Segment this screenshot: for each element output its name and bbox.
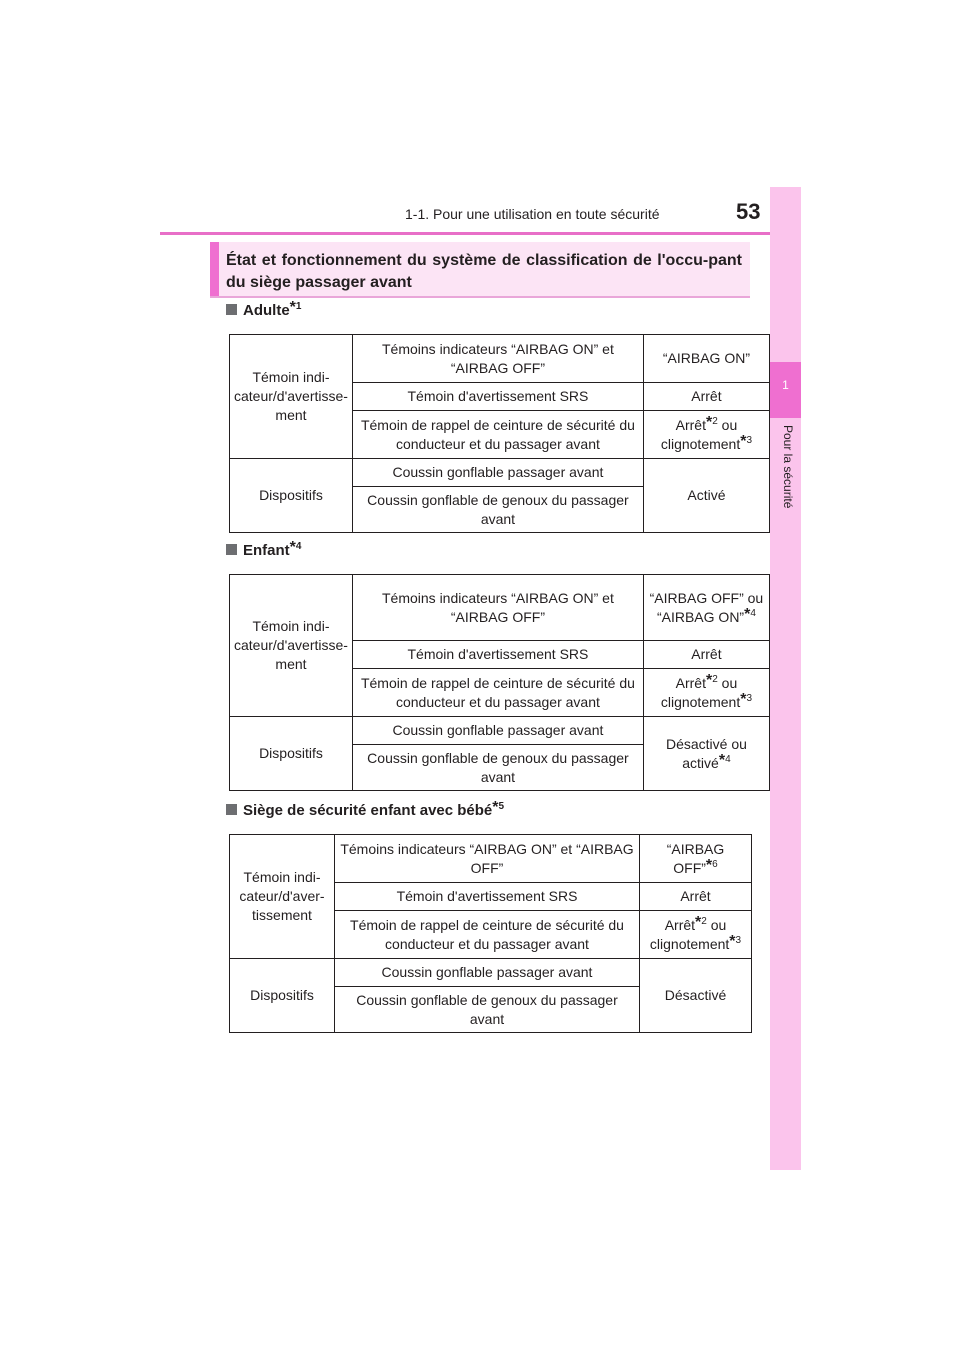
indicator-row-label: Témoin de rappel de ceinture de sécurité du conducteur et du passager avant bbox=[335, 911, 640, 959]
running-header: 1-1. Pour une utilisation en toute sécurité bbox=[405, 206, 660, 222]
indicator-row-label: Témoin d'avertissement SRS bbox=[352, 641, 643, 669]
indicator-row-value: Arrêt$^{*2}$ ou clignotement$^{*3}$ bbox=[643, 669, 769, 717]
devices-label: Dispositifs bbox=[230, 717, 353, 791]
indicator-row-label: Témoin d'avertissement SRS bbox=[335, 883, 640, 911]
footnote-ref: *1 bbox=[289, 299, 302, 316]
section-heading-box bbox=[210, 242, 750, 298]
chapter-tab-label: Pour la sécurité bbox=[781, 425, 795, 509]
subheading-adult bbox=[226, 299, 302, 319]
footnote-ref: *5 bbox=[492, 799, 505, 816]
classification-table-adult bbox=[229, 334, 770, 533]
indicator-row-label: Témoins indicateurs “AIRBAG ON” et “AIRBAG OFF” bbox=[352, 335, 643, 383]
devices-value: Désactivé ou activé$^{*4}$ bbox=[643, 717, 769, 791]
classification-table-baby-seat bbox=[229, 834, 752, 1033]
indicators-label: Témoin indi-cateur/d'avertisse-ment bbox=[230, 335, 353, 459]
footnote-ref: *4 bbox=[289, 539, 302, 556]
section-heading-bar bbox=[210, 242, 219, 296]
page-number: 53 bbox=[736, 199, 761, 224]
indicator-row-value: Arrêt bbox=[643, 641, 769, 669]
classification-table-child bbox=[229, 574, 770, 791]
subheading-text: Adulte bbox=[243, 302, 290, 319]
chapter-side-tab bbox=[770, 187, 801, 1170]
indicator-row-value: Arrêt$^{*2}$ ou clignotement$^{*3}$ bbox=[643, 411, 769, 459]
indicator-row-label: Témoins indicateurs “AIRBAG ON” et “AIRBAG OFF” bbox=[335, 835, 640, 883]
subheading-text: Siège de sécurité enfant avec bébé bbox=[243, 802, 493, 819]
devices-value: Activé bbox=[643, 459, 769, 533]
indicator-row-label: Témoin de rappel de ceinture de sécurité du conducteur et du passager avant bbox=[352, 411, 643, 459]
square-bullet-icon bbox=[226, 304, 237, 315]
square-bullet-icon bbox=[226, 544, 237, 555]
device-label: Coussin gonflable de genoux du passager avant bbox=[352, 745, 643, 791]
indicator-row-value: “AIRBAG OFF”$^{*6}$ bbox=[640, 835, 752, 883]
indicator-row-value: Arrêt bbox=[643, 383, 769, 411]
device-label: Coussin gonflable de genoux du passager avant bbox=[352, 487, 643, 533]
device-label: Coussin gonflable de genoux du passager avant bbox=[335, 987, 640, 1033]
subheading-text: Enfant bbox=[243, 542, 290, 559]
device-label: Coussin gonflable passager avant bbox=[335, 959, 640, 987]
devices-label: Dispositifs bbox=[230, 959, 335, 1033]
devices-label: Dispositifs bbox=[230, 459, 353, 533]
devices-value: Désactivé bbox=[640, 959, 752, 1033]
section-title: État et fonctionnement du système de classification de l'occu-pant du siège passager avant bbox=[226, 252, 742, 291]
indicator-row-value: Arrêt$^{*2}$ ou clignotement$^{*3}$ bbox=[640, 911, 752, 959]
indicator-row-value: “AIRBAG OFF” ou “AIRBAG ON”$^{*4}$ bbox=[643, 575, 769, 641]
indicators-label: Témoin indi-cateur/d'aver-tissement bbox=[230, 835, 335, 959]
header-divider bbox=[160, 232, 801, 235]
subheading-child bbox=[226, 539, 302, 559]
subheading-baby-seat bbox=[226, 799, 505, 819]
indicator-row-label: Témoin d'avertissement SRS bbox=[352, 383, 643, 411]
device-label: Coussin gonflable passager avant bbox=[352, 459, 643, 487]
indicators-label: Témoin indi-cateur/d'avertisse-ment bbox=[230, 575, 353, 717]
indicator-row-label: Témoins indicateurs “AIRBAG ON” et “AIRBAG OFF” bbox=[352, 575, 643, 641]
square-bullet-icon bbox=[226, 804, 237, 815]
indicator-row-value: “AIRBAG ON” bbox=[643, 335, 769, 383]
indicator-row-label: Témoin de rappel de ceinture de sécurité du conducteur et du passager avant bbox=[352, 669, 643, 717]
indicator-row-value: Arrêt bbox=[640, 883, 752, 911]
chapter-tab-number: 1 bbox=[770, 362, 801, 418]
device-label: Coussin gonflable passager avant bbox=[352, 717, 643, 745]
